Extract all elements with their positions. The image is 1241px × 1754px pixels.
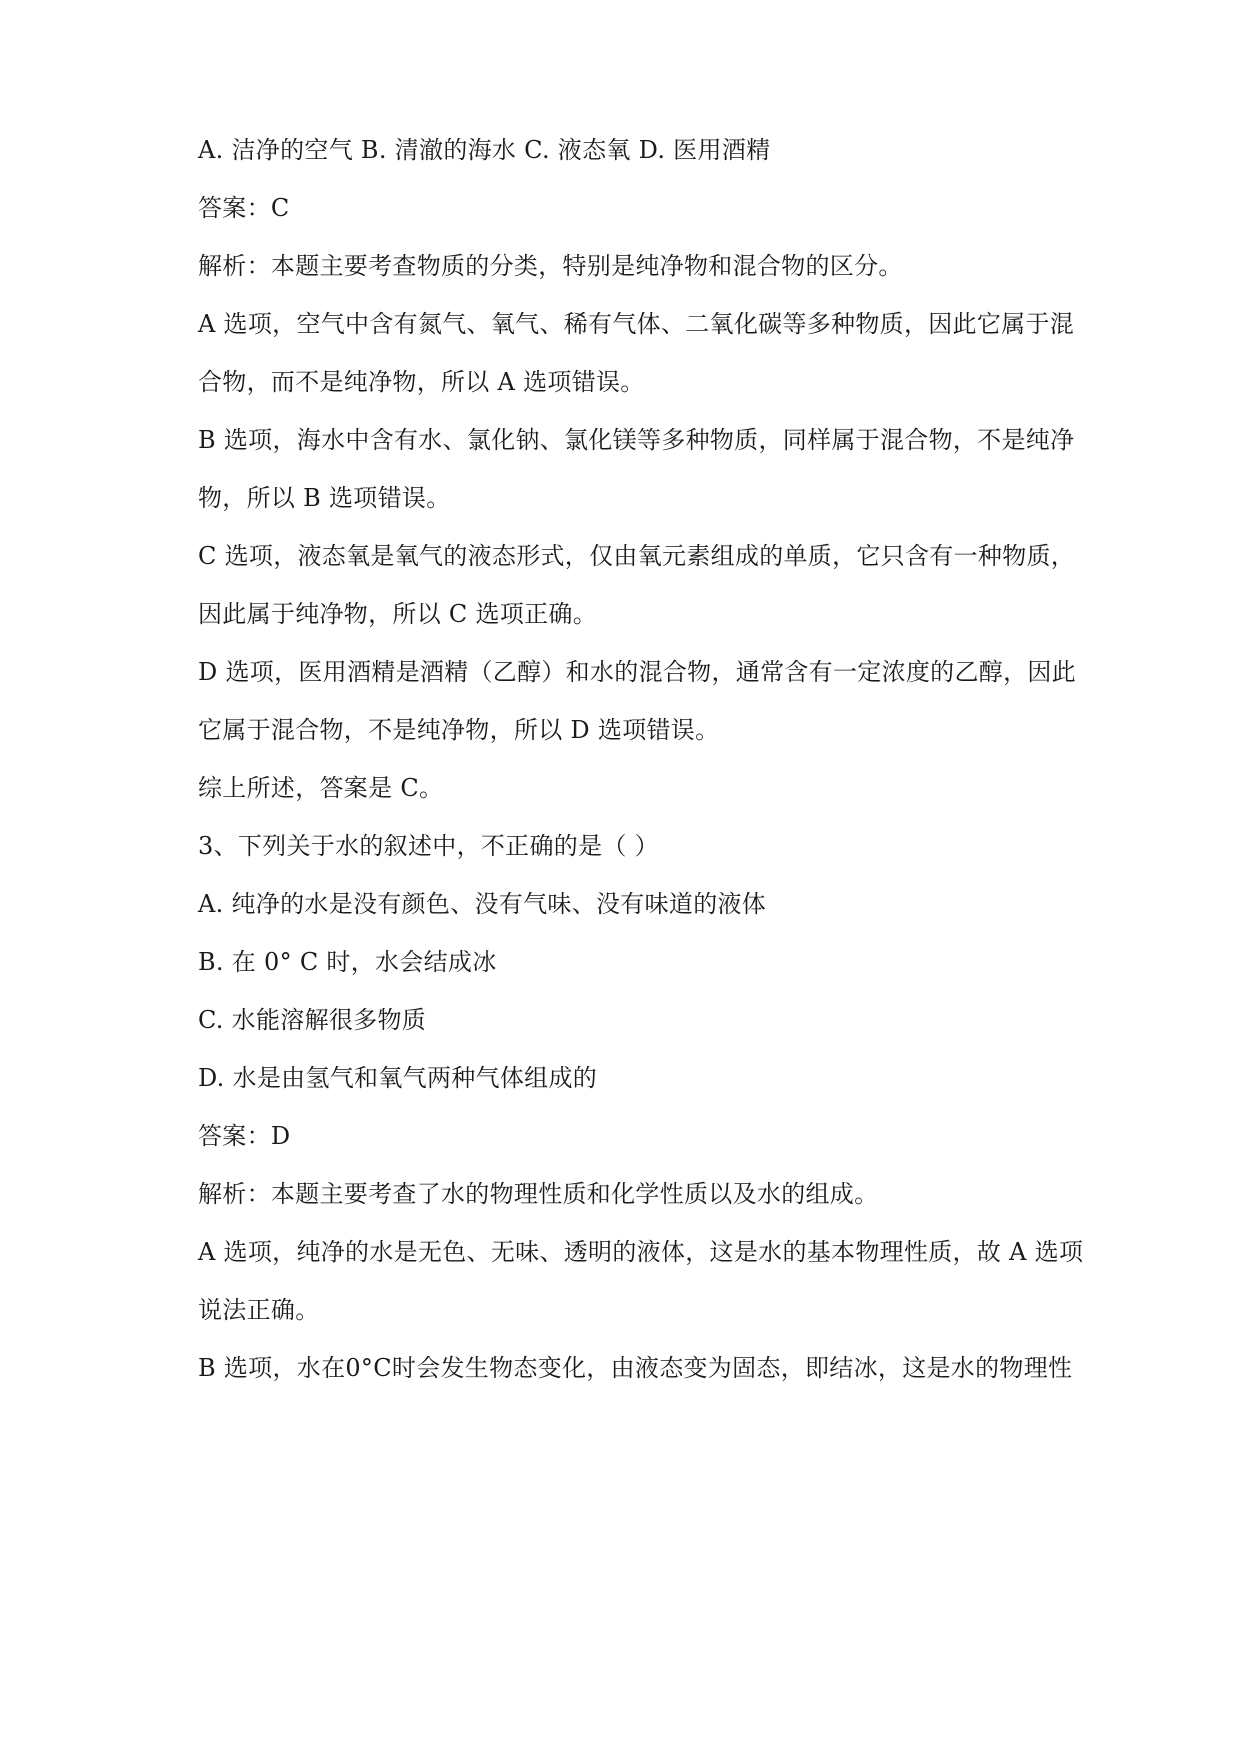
q2-option-b-analysis-line2: 物，所以 B 选项错误。 xyxy=(198,484,451,512)
q2-options-line: A. 洁净的空气 B. 清澈的海水 C. 液态氧 D. 医用酒精 xyxy=(198,136,771,164)
q3-option-a-analysis-line2: 说法正确。 xyxy=(198,1296,320,1324)
q3-option-a-analysis-line1: A 选项，纯净的水是无色、无味、透明的液体，这是水的基本物理性质，故 A 选项 xyxy=(198,1238,1084,1266)
q3-option-d: D. 水是由氢气和氧气两种气体组成的 xyxy=(198,1064,598,1092)
q2-analysis-intro: 解析：本题主要考查物质的分类，特别是纯净物和混合物的区分。 xyxy=(198,252,903,280)
q2-option-a-analysis-line1: A 选项，空气中含有氮气、氧气、稀有气体、二氧化碳等多种物质，因此它属于混 xyxy=(198,310,1075,338)
q3-option-b-analysis-line1: B 选项，水在0°C时会发生物态变化，由液态变为固态，即结冰，这是水的物理性 xyxy=(198,1354,1073,1382)
q2-option-d-analysis-line2: 它属于混合物，不是纯净物，所以 D 选项错误。 xyxy=(198,716,720,744)
q2-option-d-analysis-line1: D 选项，医用酒精是酒精（乙醇）和水的混合物，通常含有一定浓度的乙醇，因此 xyxy=(198,658,1076,686)
q2-option-c-analysis-line2: 因此属于纯净物，所以 C 选项正确。 xyxy=(198,600,598,628)
q2-summary: 综上所述，答案是 C。 xyxy=(198,774,444,802)
q3-option-a: A. 纯净的水是没有颜色、没有气味、没有味道的液体 xyxy=(198,890,767,918)
q2-option-c-analysis-line1: C 选项，液态氧是氧气的液态形式，仅由氧元素组成的单质，它只含有一种物质， xyxy=(198,542,1076,570)
q3-option-b: B. 在 0° C 时，水会结成冰 xyxy=(198,948,497,976)
q3-option-c: C. 水能溶解很多物质 xyxy=(198,1006,427,1034)
q2-answer: 答案：C xyxy=(198,194,290,222)
q3-answer: 答案：D xyxy=(198,1122,291,1150)
q3-analysis-intro: 解析：本题主要考查了水的物理性质和化学性质以及水的组成。 xyxy=(198,1180,879,1208)
q2-option-a-analysis-line2: 合物，而不是纯净物，所以 A 选项错误。 xyxy=(198,368,645,396)
q3-question: 3、下列关于水的叙述中，不正确的是（ ） xyxy=(198,832,659,860)
q2-option-b-analysis-line1: B 选项，海水中含有水、氯化钠、氯化镁等多种物质，同样属于混合物，不是纯净 xyxy=(198,426,1075,454)
